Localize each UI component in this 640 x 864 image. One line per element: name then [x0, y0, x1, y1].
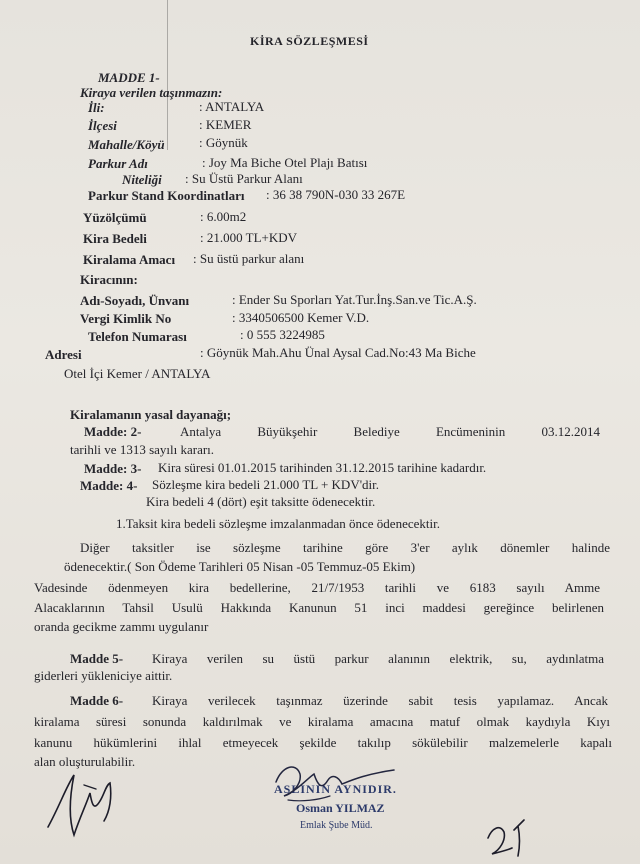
madde2-line2: tarihli ve 1313 sayılı kararı. — [70, 442, 215, 457]
kira-bedeli-label: Kira Bedeli — [83, 231, 147, 246]
koordinat-label: Parkur Stand Koordinatları — [88, 188, 245, 203]
madde6-line4: alan oluşturulabilir. — [34, 754, 136, 769]
adres-value: : Göynük Mah.Ahu Ünal Aysal Cad.No:43 Ma Biche — [200, 345, 476, 360]
telefon-value: : 0 555 3224985 — [240, 327, 325, 342]
il-label: İli: — [88, 100, 105, 115]
nitelik-label: Niteliği — [122, 172, 162, 187]
signatory-name: Osman YILMAZ — [296, 801, 385, 815]
madde4-line3: 1.Taksit kira bedeli sözleşme imzalanmadan önce ödenecektir. — [116, 516, 440, 531]
ilce-value: : KEMER — [199, 117, 252, 132]
vergi-no-value: : 3340506500 Kemer V.D. — [232, 310, 370, 325]
kiralama-amaci-label: Kiralama Amacı — [83, 252, 176, 267]
madde6-line2: kiralama süresi sonunda kaldırılmak ve kiralama amacına matuf olmak kaydıyla Kıyı — [34, 714, 610, 729]
madde5-line2: giderleri yükleniciye aittir. — [34, 668, 173, 683]
madde4-line2: Kira bedeli 4 (dört) eşit taksitte ödenecektir. — [146, 494, 376, 509]
signatory-department: Emlak Şube Müd. — [300, 820, 373, 831]
madde2-line1: Antalya Büyükşehir Belediye Encümeninin 03.12.2014 — [180, 424, 600, 439]
kiralama-amaci-value: : Su üstü parkur alanı — [193, 251, 305, 266]
ilce-label: İlçesi — [88, 118, 117, 133]
legal-basis-heading: Kiralamanın yasal dayanağı; — [70, 407, 232, 422]
certified-copy-stamp: ASLININ AYNIDIR. — [274, 782, 397, 796]
parkur-adi-label: Parkur Adı — [88, 156, 148, 171]
nitelik-value: : Su Üstü Parkur Alanı — [185, 171, 303, 186]
telefon-label: Telefon Numarası — [88, 329, 187, 344]
paper-fold-line — [167, 0, 168, 150]
left-signature-icon — [40, 755, 140, 845]
madde5-label: Madde 5- — [70, 651, 124, 666]
yuzolcumu-label: Yüzölçümü — [83, 210, 147, 225]
madde2-label: Madde: 2- — [84, 424, 142, 439]
madde6-line3: kanunu hükümlerini ihlal etmeyecek şekilde takılıp sökülebilir malzemelerle kapalı — [34, 735, 612, 750]
document-title: KİRA SÖZLEŞMESİ — [250, 34, 369, 48]
yuzolcumu-value: : 6.00m2 — [200, 209, 247, 224]
madde4-line6: Vadesinde ödenmeyen kira bedellerine, 21/7/1953 tarihli ve 6183 sayılı Amme — [34, 580, 600, 595]
center-signature-icon — [262, 760, 412, 820]
madde6-line1: Kiraya verilecek taşınmaz üzerinde sabit tesis yapılamaz. Ancak — [152, 693, 608, 708]
madde3-label: Madde: 3- — [84, 461, 142, 476]
adres-label: Adresi — [45, 347, 82, 362]
vergi-no-label: Vergi Kimlik No — [80, 311, 172, 326]
madde4-line8: oranda gecikme zammı uygulanır — [34, 619, 209, 634]
madde4-label: Madde: 4- — [80, 478, 138, 493]
parkur-adi-value: : Joy Ma Biche Otel Plajı Batısı — [202, 155, 368, 170]
madde1-heading: MADDE 1- — [98, 70, 160, 85]
mahalle-value: : Göynük — [199, 135, 248, 150]
unvan-label: Adı-Soyadı, Ünvanı — [80, 293, 190, 308]
madde4-line4: Diğer taksitler ise sözleşme tarihine göre 3'er aylık dönemler halinde — [80, 540, 610, 555]
kiraya-verilen-heading: Kiraya verilen taşınmazın: — [80, 85, 223, 100]
kira-bedeli-value: : 21.000 TL+KDV — [200, 230, 298, 245]
mahalle-label: Mahalle/Köyü — [88, 137, 165, 152]
adres-line2: Otel İçi Kemer / ANTALYA — [64, 366, 211, 381]
kiracinin-heading: Kiracının: — [80, 272, 138, 287]
madde4-line5: ödenecektir.( Son Ödeme Tarihleri 05 Nisan -05 Temmuz-05 Ekim) — [64, 559, 416, 574]
madde6-label: Madde 6- — [70, 693, 124, 708]
right-signature-icon — [478, 808, 548, 860]
madde4-line7: Alacaklarının Tahsil Usulü Hakkında Kanunun 51 inci maddesi gereğince belirlenen — [34, 600, 604, 615]
unvan-value: : Ender Su Sporları Yat.Tur.İnş.San.ve Tic.A.Ş. — [232, 292, 477, 307]
koordinat-value: : 36 38 790N-030 33 267E — [266, 187, 406, 202]
madde4-text: Sözleşme kira bedeli 21.000 TL + KDV'dir. — [152, 477, 380, 492]
madde5-line1: Kiraya verilen su üstü parkur alanının elektrik, su, aydınlatma — [152, 651, 604, 666]
il-value: : ANTALYA — [199, 99, 265, 114]
madde3-text: Kira süresi 01.01.2015 tarihinden 31.12.2015 tarihine kadardır. — [158, 460, 487, 475]
